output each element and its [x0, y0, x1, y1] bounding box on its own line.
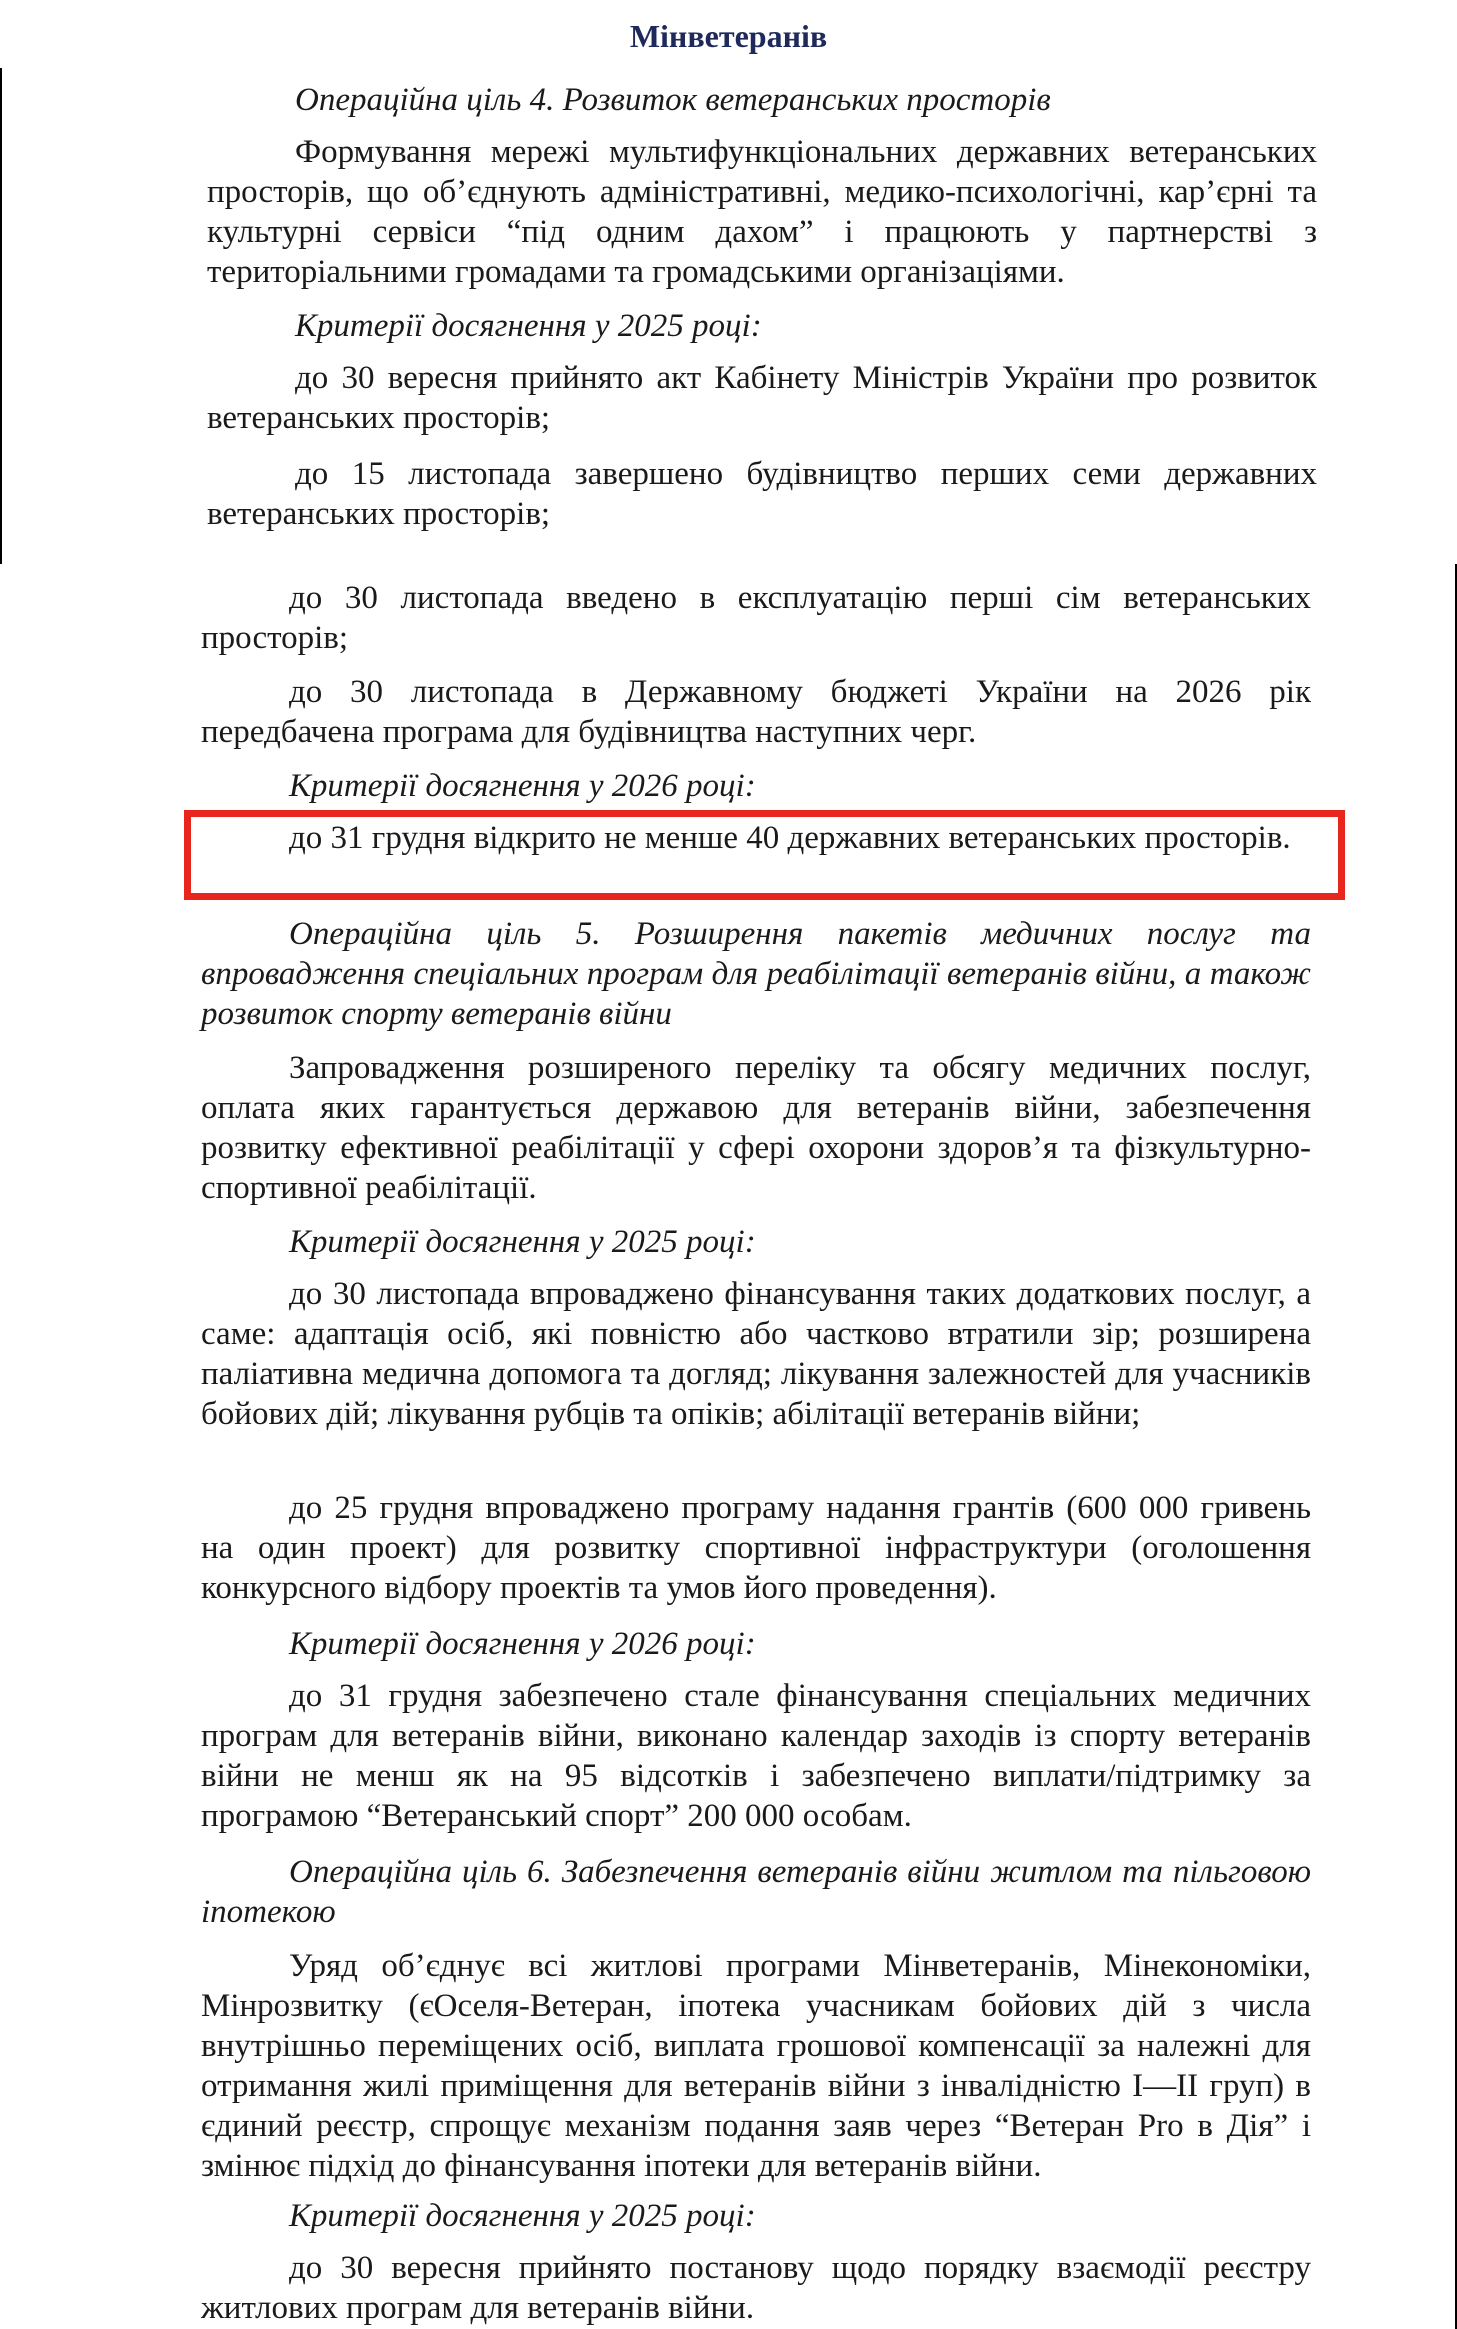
goal5-criterion-2025-2: до 25 грудня впроваджено програму надання грантів (600 000 гривень на один проект) для розвитку спортивної інфраструктури (оголошення конкурсного відбору проектів та умов його проведення). — [201, 1490, 1311, 1606]
goal4-description: Формування мережі мультифункціональних державних ветеранських просторів, що об’єднують адміністративні, медико-психологічні, кар’єрні та культурні сервіси “під одним дахом” і працюють у партнерстві з територіальними громадами та громадськими організаціями. — [207, 134, 1317, 290]
goal4-criterion-2025-3: до 30 листопада введено в експлуатацію перші сім ветеранських просторів; — [201, 580, 1311, 656]
goal6-title: Операційна ціль 6. Забезпечення ветеранів війни житлом та пільговою іпотекою — [201, 1854, 1311, 1930]
goal4-criterion-2025-2: до 15 листопада завершено будівництво перших семи державних ветеранських просторів; — [207, 456, 1317, 532]
goal5-criterion-2026-1: до 31 грудня забезпечено стале фінансування спеціальних медичних програм для ветеранів війни, виконано календар заходів із спорту ветеранів війни не менш як на 95 відсотків і забезпечено виплати/підтримку за програмою “Ветеранський спорт” 200 000 особам. — [201, 1678, 1311, 1834]
margin-rule-left — [0, 68, 2, 564]
goal4-criteria-2026-heading: Критерії досягнення у 2026 році: — [289, 768, 756, 804]
page-title: Мінветеранів — [629, 18, 828, 54]
goal5-criteria-2026-heading: Критерії досягнення у 2026 році: — [289, 1626, 756, 1662]
goal4-title: Операційна ціль 4. Розвиток ветеранських просторів — [295, 82, 1051, 118]
goal6-criteria-2025-heading: Критерії досягнення у 2025 році: — [289, 2198, 756, 2234]
goal4-criterion-2026-1: до 31 грудня відкрито не менше 40 державних ветеранських просторів. — [289, 820, 1291, 856]
goal5-criteria-2025-heading: Критерії досягнення у 2025 році: — [289, 1224, 756, 1260]
goal5-title: Операційна ціль 5. Розширення пакетів медичних послуг та впровадження спеціальних програм для реабілітації ветеранів війни, а також розвиток спорту ветеранів війни — [201, 916, 1311, 1032]
goal4-criterion-2025-1: до 30 вересня прийнято акт Кабінету Міністрів України про розвиток ветеранських просторів; — [207, 360, 1317, 436]
goal6-criterion-2025-1: до 30 вересня прийнято постанову щодо порядку взаємодії реєстру житлових програм для ветеранів війни. — [201, 2250, 1311, 2326]
goal4-criteria-2025-heading: Критерії досягнення у 2025 році: — [295, 308, 762, 344]
goal6-description: Уряд об’єднує всі житлові програми Мінветеранів, Мінекономіки, Мінрозвитку (єОселя-Ветеран, іпотека учасникам бойових дій з числа внутрішньо переміщених осіб, виплата грошової компенсації за належні для отримання жилі приміщення для ветеранів війни з інвалідністю I—II груп) в єдиний реєстр, спрощує механізм подання заяв через “Ветеран Pro в Дія” і змінює підхід до фінансування іпотеки для ветеранів війни. — [201, 1948, 1311, 2184]
goal5-description: Запровадження розширеного переліку та обсягу медичних послуг, оплата яких гарантується державою для ветеранів війни, забезпечення розвитку ефективної реабілітації у сфері охорони здоров’я та фізкультурно-спортивної реабілітації. — [201, 1050, 1311, 1206]
goal4-criterion-2025-4: до 30 листопада в Державному бюджеті України на 2026 рік передбачена програма для будівництва наступних черг. — [201, 674, 1311, 750]
goal5-criterion-2025-1: до 30 листопада впроваджено фінансування таких додаткових послуг, а саме: адаптація осіб, які повністю або частково втратили зір; розширена паліативна медична допомога та догляд; лікування залежностей для учасників бойових дій; лікування рубців та опіків; абілітації ветеранів війни; — [201, 1276, 1311, 1432]
